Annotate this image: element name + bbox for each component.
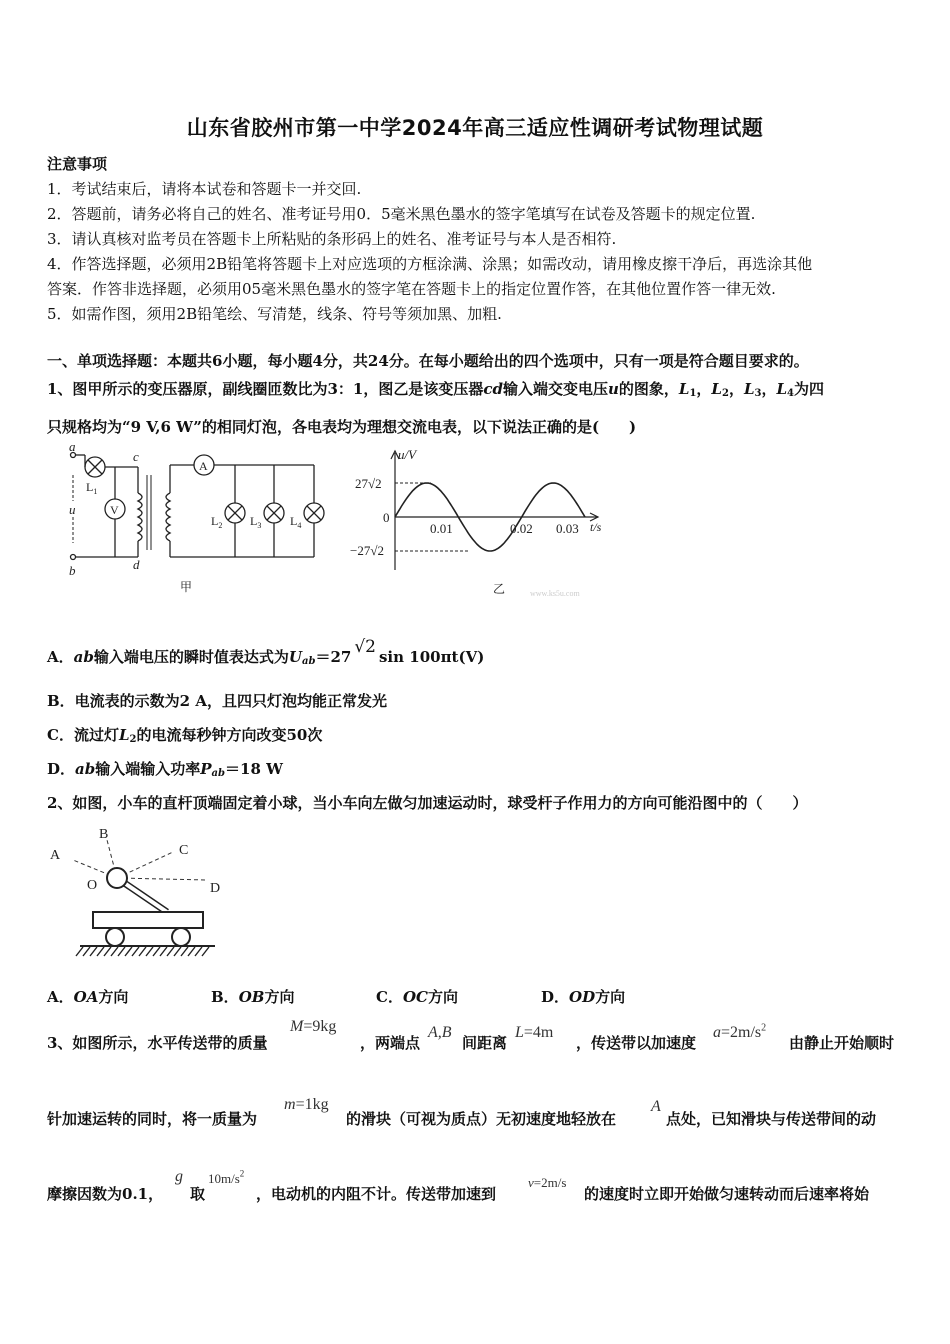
notice-heading: 注意事项 (47, 155, 108, 173)
label-L4: $L_4$ (290, 514, 302, 530)
q3-math-m: m=1kg (284, 1096, 329, 1113)
y-min-label: −27√2 (350, 543, 384, 558)
ground-hatch (125, 947, 132, 956)
q1-option-c: C．流过灯$L_2$的电流每秒钟方向改变50次 (47, 726, 323, 745)
q3-math-10: $10m/s^2$ (208, 1168, 245, 1186)
point-C: C (179, 843, 189, 858)
label-d: d (133, 557, 140, 572)
point-O: O (87, 878, 98, 893)
q1-option-b: B．电流表的示数为2 A，且四只灯泡均能正常发光 (47, 692, 387, 710)
q1-stem-line2: 只规格均为“9 V,6 W”的相同灯泡，各电表均为理想交流电表，以下说法正确的是( ) (47, 418, 637, 436)
x-tick: 0.03 (556, 521, 579, 536)
ground-hatch (83, 947, 90, 956)
notice-item: 4．作答选择题，必须用2B铅笔将答题卡上对应选项的方框涂满、涂黑；如需改动，请用橡皮擦干净后，再选涂其他 (47, 255, 813, 273)
q3-math-v: v=2m/s (528, 1175, 567, 1190)
q3-math-L: L=4m (515, 1024, 554, 1041)
section-heading: 一、单项选择题：本题共6小题，每小题4分，共24分。在每小题给出的四个选项中，只有一项是符合题目要求的。 (47, 352, 809, 370)
transformer-circuit-figure (60, 445, 340, 600)
q3-text: 取 (190, 1185, 206, 1203)
notice-item: 5．如需作图，须用2B铅笔绘、写清楚，线条、符号等须加黑、加粗. (47, 305, 502, 323)
q3-text: ，传送带以加速度 (576, 1034, 697, 1052)
q2-stem: 2、如图，小车的直杆顶端固定着小球，当小车向左做匀加速运动时，球受杆子作用力的方向可能沿图中的（ ） (47, 794, 808, 812)
label-c: c (133, 449, 139, 464)
q3-text: 针加速运转的同时，将一质量为 (47, 1110, 258, 1128)
q3-text: 3、如图所示，水平传送带的质量 (47, 1034, 268, 1052)
q3-text: 的速度时立即开始做匀速转动而后速率将始 (584, 1185, 870, 1203)
ground-hatch (188, 947, 195, 956)
q1-stem-line1: 1、图甲所示的变压器原，副线圈匝数比为3：1，图乙是该变压器cd输入端交变电压u的图象，$L_1$，$L_2$，$L_3$，$L_4$为四 (47, 380, 825, 399)
q3-math-a: $a=2m/s^2$ (713, 1022, 767, 1041)
ground-hatch (132, 947, 139, 956)
point-D: D (210, 881, 221, 896)
q2-option-d: D．OD方向 (541, 988, 626, 1006)
point-B: B (99, 827, 109, 842)
notice-item: 1．考试结束后，请将本试卷和答题卡一并交回. (47, 180, 362, 198)
ground-hatch (146, 947, 153, 956)
x-tick: 0.01 (430, 521, 453, 536)
label-b: b (69, 563, 76, 578)
ground-hatch (76, 947, 83, 956)
figure-caption-yi: 乙 (493, 582, 506, 596)
x-tick: 0.02 (510, 521, 533, 536)
q1-option-d: D．ab输入端输入功率$P_{ab}=18$ W (47, 760, 283, 779)
label-L3: $L_3$ (250, 514, 262, 530)
point-A: A (50, 848, 61, 863)
q3-math-AB: A,B (428, 1024, 452, 1041)
label-L1: $L_1$ (86, 480, 98, 496)
ground-hatch (153, 947, 160, 956)
ground-hatch (181, 947, 188, 956)
label-a: a (69, 445, 76, 454)
q3-text: 摩擦因数为0.1， (47, 1185, 164, 1203)
q3-math-g: g (175, 1168, 183, 1185)
figure-caption-jia: 甲 (180, 580, 193, 594)
q3-text: ，电动机的内阻不计。传送带加速到 (256, 1185, 497, 1203)
ground-hatch (195, 947, 202, 956)
ground-hatch (139, 947, 146, 956)
y-max-label: 27√2 (355, 476, 382, 491)
label-L2: $L_2$ (211, 514, 223, 530)
q2-option-a: A．OA方向 (47, 988, 129, 1006)
q1-option-a: A．ab输入端电压的瞬时值表达式为$U_{ab}=27$ √2 sin 100πt(V) (47, 637, 485, 667)
q3-math-M: M=9kg (290, 1018, 337, 1035)
origin-label: 0 (383, 510, 390, 525)
ground-hatch (97, 947, 104, 956)
voltage-time-graph (350, 445, 620, 605)
page-title: 山东省胶州市第一中学2024年高三适应性调研考试物理试题 (186, 116, 764, 140)
ground-hatch (174, 947, 181, 956)
q2-option-b: B．OB方向 (211, 988, 295, 1006)
notice-item: 3．请认真核对监考员在答题卡上所粘贴的条形码上的姓名、准考证号与本人是否相符. (47, 230, 617, 248)
notice-item: 答案．作答非选择题，必须用05毫米黑色墨水的签字笔在答题卡上的指定位置作答，在其他位置作答一律无效. (47, 280, 776, 298)
ground-hatch (104, 947, 111, 956)
q2-option-c: C．OC方向 (376, 988, 458, 1006)
ground-hatch (118, 947, 125, 956)
notice-item: 2．答题前，请务必将自己的姓名、准考证号用0．5毫米黑色墨水的签字笔填写在试卷及答题卡的规定位置. (47, 205, 756, 223)
label-A: A (199, 459, 208, 473)
ground-hatch (90, 947, 97, 956)
label-V: V (110, 503, 119, 517)
q3-text: 由静止开始顺时 (789, 1034, 895, 1052)
ground-hatch (167, 947, 174, 956)
ground-hatch (160, 947, 167, 956)
q3-text: 的滑块（可视为质点）无初速度地轻放在 (346, 1110, 617, 1128)
q3-math-A: A (651, 1098, 661, 1115)
label-u: u (69, 502, 76, 517)
y-axis-label: u/V (398, 447, 417, 462)
ground-hatch (111, 947, 118, 956)
q3-text: 间距离 (462, 1034, 508, 1052)
x-axis-label: t/s (590, 520, 602, 534)
ground-hatch (202, 947, 209, 956)
q3-text: ，两端点 (360, 1034, 421, 1052)
q3-text: 点处，已知滑块与传送带间的动 (666, 1110, 877, 1128)
cart-rod-ball-figure (45, 822, 245, 962)
watermark: www.ks5u.com (530, 589, 580, 598)
